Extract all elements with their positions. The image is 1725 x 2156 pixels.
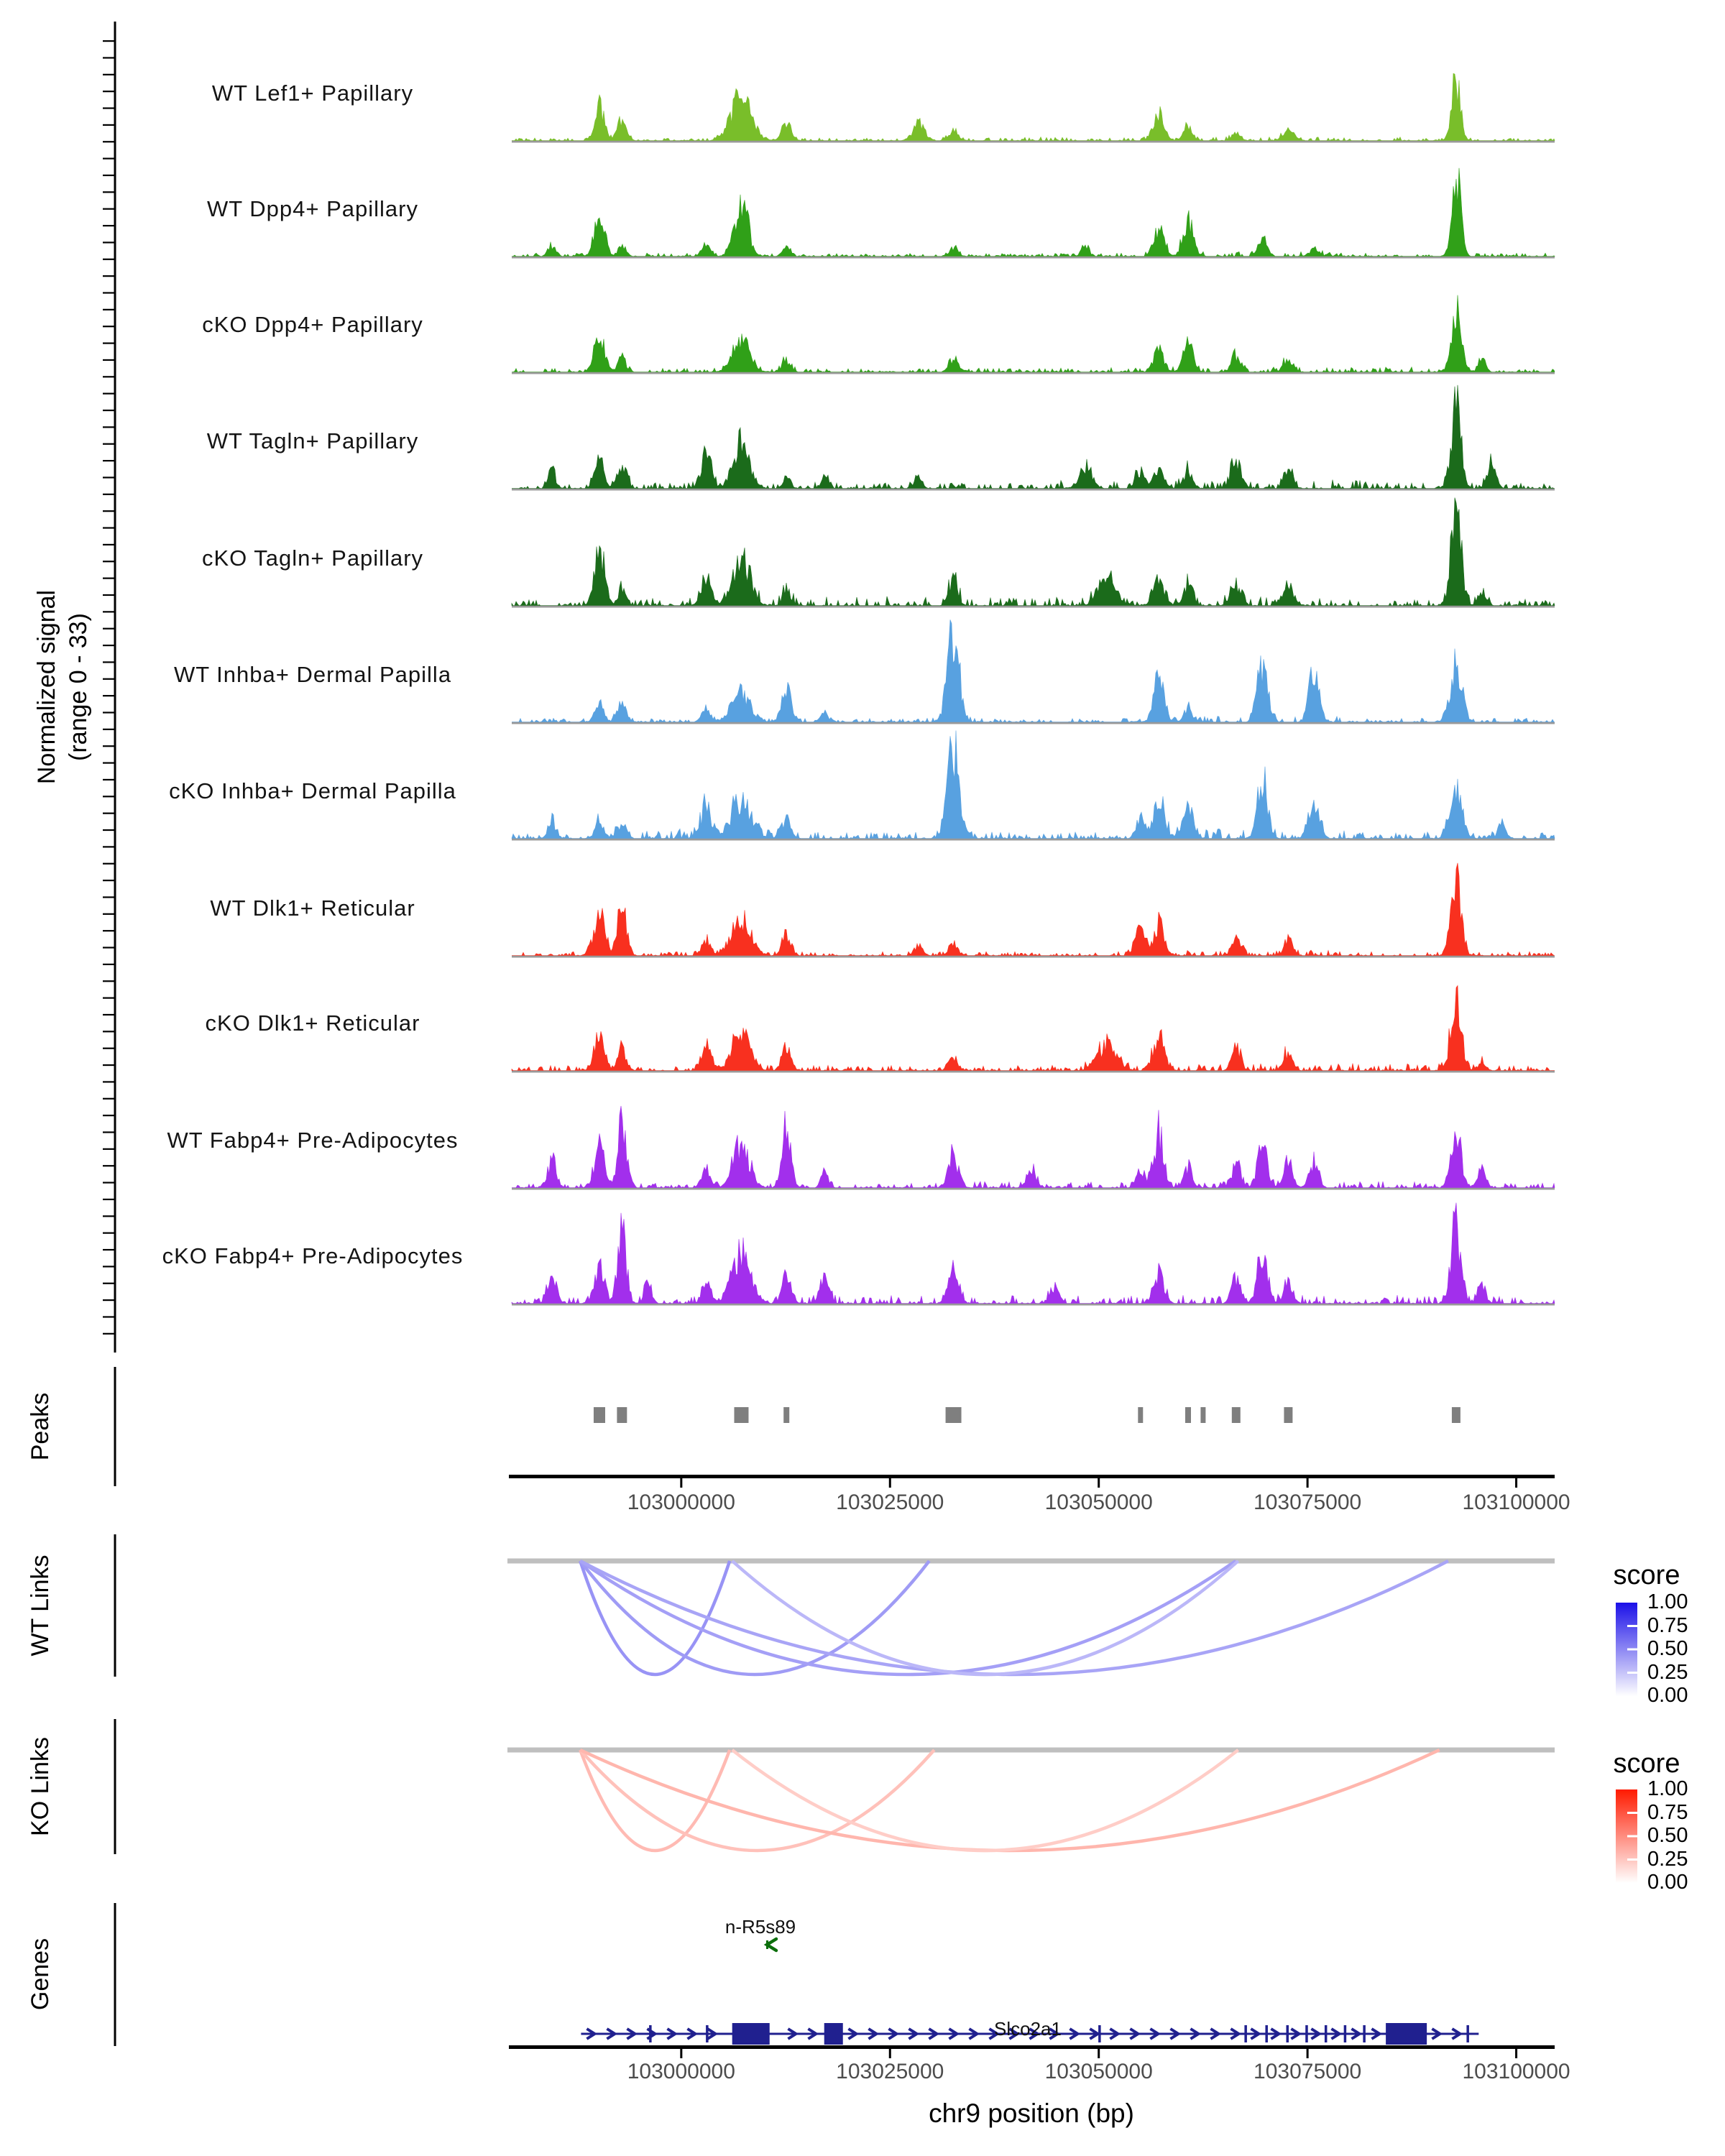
x-axis-tick [1307,1478,1309,1488]
peaks-bracket [114,1367,116,1486]
score-legend-label: 0.25 [1647,1847,1688,1871]
signal-track-2 [512,168,1555,257]
x-axis-tick [680,1478,682,1488]
track-label-5: cKO Tagln+ Papillary [201,545,424,571]
x-tick-label: 103025000 [836,2060,944,2083]
gene-small-exon [1244,2025,1247,2042]
genes-section-label: Genes [27,1938,54,2011]
track-baseline [512,1188,1555,1190]
signal-axis-tick [103,1233,115,1234]
signal-axis-tick [103,275,115,277]
track-baseline [512,606,1555,608]
signal-axis-tick [103,813,115,814]
ko-score-legend-title: score [1613,1749,1680,1779]
signal-track-3 [512,295,1555,372]
signal-axis-tick [103,695,115,696]
signal-track-1 [512,73,1555,140]
signal-axis-tick [103,158,115,160]
peak-interval [783,1407,789,1423]
x-tick-label: 103050000 [1044,1491,1153,1514]
signal-axis-tick [103,998,115,999]
signal-axis-tick [103,594,115,596]
x-tick-label: 103025000 [836,1491,944,1514]
track-label-11: cKO Fabp4+ Pre-Adipocytes [162,1243,464,1268]
signal-axis-tick [103,1333,115,1335]
signal-axis-tick [103,1064,115,1066]
link-arc [580,1750,1439,1851]
score-legend-label: 0.00 [1647,1684,1688,1707]
link-arc [732,1750,1238,1851]
signal-axis-tick [103,645,115,646]
signal-axis-tick [103,225,115,226]
track-baseline [512,722,1555,724]
signal-axis-tick [103,494,115,495]
signal-axis-tick [103,611,115,612]
x-axis-tick [1307,2049,1309,2058]
signal-axis-tick [103,1048,115,1049]
x-tick-label: 103000000 [627,1491,735,1514]
track-baseline [512,372,1555,374]
x-tick-label: 103100000 [1462,2060,1570,2083]
colorbar-tick [1627,1625,1637,1627]
score-legend-label: 0.00 [1647,1871,1688,1894]
signal-axis-tick [103,376,115,377]
signal-axis-tick [103,1115,115,1116]
signal-axis-tick [103,124,115,126]
track-label-3: cKO Dpp4+ Papillary [202,312,423,337]
signal-track-7 [512,731,1555,839]
gene-exon [824,2023,843,2045]
signal-axis-tick [103,1081,115,1082]
signal-axis-tick [103,880,115,881]
genes-x-axis [509,2045,1555,2058]
signal-axis-tick [103,729,115,730]
signal-axis-tick [103,1316,115,1317]
track-baseline [512,489,1555,491]
signal-axis-tick [103,1215,115,1217]
signal-axis-tick [103,946,115,948]
links-region-line [507,1748,1555,1753]
score-legend-label: 0.75 [1647,1613,1688,1637]
signal-axis-tick [103,762,115,763]
signal-axis-tick [103,410,115,411]
peaks-x-axis [509,1475,1555,1488]
gene-name-n-R5s89: n-R5s89 [724,1916,796,1938]
signal-track-11 [512,1203,1555,1304]
signal-axis-tick [103,745,115,747]
peak-interval [594,1407,605,1423]
signal-axis-tick [103,1098,115,1100]
signal-axis-tick [103,1299,115,1301]
y-axis-label [31,436,96,939]
x-axis-tick [1098,2049,1100,2058]
gene-small-exon [1325,2025,1328,2042]
peak-interval [1200,1407,1205,1423]
section-brackets [114,1367,116,2046]
score-legend-label: 0.25 [1647,1660,1688,1684]
signal-axis-tick [103,1199,115,1200]
signal-axis-tick [103,57,115,58]
x-tick-label: 103075000 [1254,1491,1362,1514]
peaks-section-label: Peaks [27,1392,54,1461]
signal-axis-tick [103,510,115,512]
track-baseline [512,956,1555,958]
x-axis-tick [1515,2049,1517,2058]
signal-axis-tick [103,527,115,528]
peak-interval [617,1407,627,1423]
track-baseline [512,1071,1555,1073]
signal-axis-tick [103,241,115,243]
signal-axis-tick [103,141,115,142]
track-label-9: cKO Dlk1+ Reticular [205,1010,420,1036]
track-label-1: WT Lef1+ Papillary [211,80,414,106]
colorbar-tick [1627,1835,1637,1838]
signal-track-5 [512,498,1555,606]
track-baseline [512,1304,1555,1306]
peak-interval [1185,1407,1191,1423]
signal-track-6 [512,619,1555,722]
gene-small-exon [1286,2025,1289,2042]
x-axis-line [509,1475,1555,1478]
link-arc [580,1561,929,1674]
peak-interval [1452,1407,1460,1423]
score-legend-label: 0.50 [1647,1824,1688,1847]
ko-links-bracket [114,1719,116,1854]
signal-axis-tick [103,711,115,713]
score-legend-label: 0.50 [1647,1637,1688,1660]
signal-axis-tick [103,829,115,831]
track-baseline [512,141,1555,143]
signal-axis-tick [103,342,115,344]
track-baseline [512,257,1555,259]
link-arc [580,1561,1236,1674]
track-label-7: cKO Inhba+ Dermal Papilla [169,778,456,803]
signal-axis-tick [103,460,115,461]
x-axis-title: chr9 position (bp) [929,2099,1134,2128]
gene-exon [1386,2023,1427,2045]
signal-axis-tick [103,578,115,579]
gene-small-exon [1466,2025,1469,2042]
x-axis-tick [889,2049,891,2058]
gene-small-exon [649,2025,652,2042]
peak-interval [1284,1407,1292,1423]
genes-bracket [114,1903,116,2046]
ko-links-section-label: KO Links [27,1737,54,1836]
links-region-line [507,1559,1555,1564]
colorbar-tick [1627,1858,1637,1861]
signal-axis-tick [103,74,115,75]
track-label-8: WT Dlk1+ Reticular [210,895,415,921]
wt-score-legend-title: score [1613,1560,1680,1590]
signal-axis-tick [103,1165,115,1166]
gene-small-exon [706,2025,709,2042]
peak-interval [946,1407,962,1423]
peak-interval [734,1407,748,1423]
signal-axis-tick [103,846,115,847]
gene-small-exon [1344,2025,1347,2042]
wt-links-bracket [114,1534,116,1677]
signal-track-10 [512,1106,1555,1188]
signal-axis-tick [103,359,115,361]
ko-links-arcs [507,1748,1555,1851]
wt-links-arcs [507,1559,1555,1675]
y-axis-label-line1: Normalized signal [33,589,60,785]
x-tick-label: 103050000 [1044,2060,1153,2083]
wt-links-section-label: WT Links [27,1554,54,1657]
score-legend-label: 1.00 [1647,1590,1688,1613]
x-axis-tick [1098,1478,1100,1488]
signal-axis-tick [103,628,115,630]
track-label-6: WT Inhba+ Dermal Papilla [173,662,452,687]
score-legend-label: 0.75 [1647,1800,1688,1824]
track-label-4: WT Tagln+ Papillary [206,428,419,453]
track-label-10: WT Fabp4+ Pre-Adipocytes [167,1128,459,1153]
signal-axis-tick [103,980,115,982]
gene-exon [732,2023,770,2045]
signal-axis-tick [103,863,115,865]
peak-interval [1138,1407,1143,1423]
signal-axis-tick [103,292,115,293]
signal-axis-tick [103,259,115,260]
x-tick-label: 103075000 [1254,2060,1362,2083]
x-axis-tick [889,1478,891,1488]
x-axis-tick [1515,1478,1517,1488]
gene-tss-n-R5s89 [766,1940,768,1949]
score-legend-label: 1.00 [1647,1777,1688,1800]
score-colorbars [1616,1603,1637,1883]
x-axis-tick [680,2049,682,2058]
signal-axis-tick [103,476,115,478]
gene-small-exon [1305,2025,1308,2042]
y-axis-label-line2: (range 0 - 33) [65,613,92,761]
signal-axis-tick [103,1283,115,1284]
link-arc [580,1750,934,1851]
gene-name-Slco2a1: Slco2a1 [994,2018,1062,2040]
signal-axis-tick [103,930,115,931]
signal-track-4 [512,385,1555,489]
signal-axis-tick [103,1181,115,1183]
signal-track-9 [512,985,1555,1070]
signal-axis-tick [103,40,115,42]
track-baseline [512,839,1555,841]
peak-interval [1232,1407,1241,1423]
link-arc [580,1561,1448,1674]
x-tick-label: 103100000 [1462,1491,1570,1514]
signal-axis-tick [103,393,115,395]
colorbar-tick [1627,1672,1637,1674]
signal-axis-tick [103,191,115,193]
x-axis-line [509,2045,1555,2049]
link-arc [732,1561,1238,1674]
signal-axis-tick [103,964,115,965]
colorbar-tick [1627,1812,1637,1814]
gene-small-exon [1265,2025,1268,2042]
signal-axis-tick [103,175,115,176]
signal-tracks [512,73,1555,1305]
x-tick-label: 103000000 [627,2060,735,2083]
signal-track-8 [512,863,1555,956]
peaks-intervals [594,1407,1460,1423]
track-label-2: WT Dpp4+ Papillary [207,196,418,221]
gene-small-exon [1363,2025,1366,2042]
colorbar-tick [1627,1649,1637,1651]
